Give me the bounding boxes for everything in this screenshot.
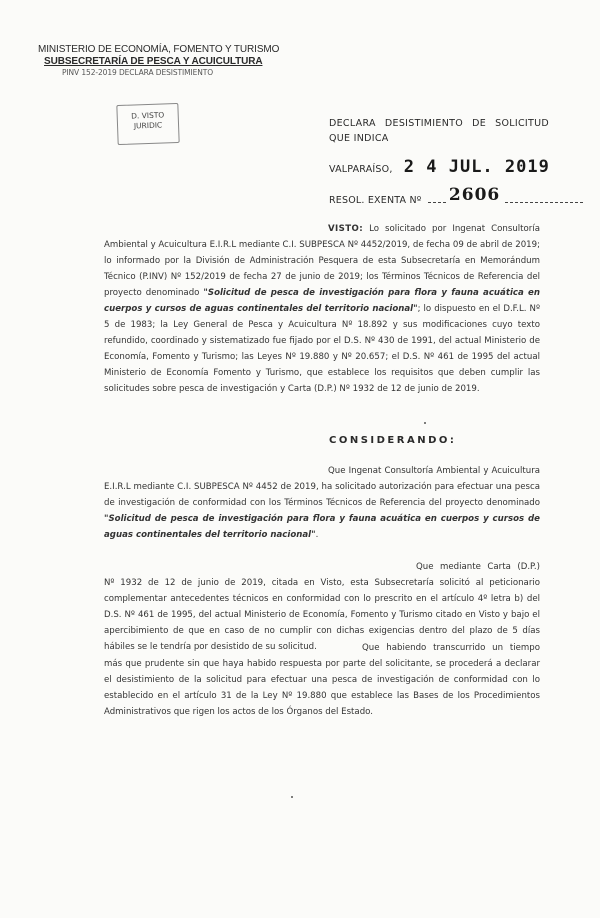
resolution-label: RESOL. EXENTA Nº — [329, 195, 422, 206]
resolution-number-line — [329, 185, 583, 208]
ministry-name: MINISTERIO DE ECONOMÍA, FOMENTO Y TURISMO — [38, 44, 280, 55]
stamp-line-2: JURIDIC — [133, 120, 163, 131]
subsecretaria-name: SUBSECRETARÍA DE PESCA Y ACUICULTURA — [44, 56, 263, 67]
fill-rule-right — [505, 202, 583, 203]
p1-text-a: Que Ingenat Consultoría Ambiental y Acuicultura E.I.R.L mediante C.I. SUBPESCA Nº 4452 de 2019, ha solicitado autorización para efectuar una pesca de investigación de conformidad con los Términos Técnicos de Referencia del proyecto denominado — [104, 466, 540, 508]
visto-text-a: Lo solicitado por Ingenat Consultoría Ambiental y Acuicultura E.I.R.L mediante C.I. SUBPESCA Nº 4452/2019, de fecha 09 de abril de 2019; lo informado por la División de Administración Pesquera de esta Subsecretaría en Memorándum Técnico (P.INV) Nº 152/2019 de fecha 27 de junio de 2019; los Términos Técnicos de Referencia del proyecto denominado — [104, 224, 540, 298]
visto-project-title: "Solicitud de pesca de investigación para flora y fauna acuática en cuerpos y cursos de aguas continentales del territorio nacional" — [104, 288, 540, 314]
considerando-paragraph-3 — [104, 640, 540, 720]
p3-text: Que habiendo transcurrido un tiempo más que prudente sin que haya habido respuesta por parte del solicitante, se procederá a declarar el desistimiento de la solicitud para efectuar una pesca de investigación de conformidad con lo establecido en el artículo 31 de la Ley Nº 19.880 que establece las Bases de los Procedimientos Administrativos que rigen los actos de los Órganos del Estado. — [104, 643, 540, 717]
p1-text-b: . — [315, 530, 319, 540]
city: VALPARAÍSO, — [329, 164, 393, 175]
scan-speck — [424, 422, 426, 424]
fill-rule-left — [428, 202, 446, 203]
considerando-heading: CONSIDERANDO: — [329, 435, 457, 446]
reference-code: PINV 152-2019 DECLARA DESISTIMIENTO — [62, 68, 214, 77]
date-stamp: 2 4 JUL. 2019 — [403, 157, 550, 177]
visto-label: VISTO: — [328, 224, 364, 234]
resolution-subject: DECLARA DESISTIMIENTO DE SOLICITUD QUE INDICA — [329, 118, 549, 144]
resolution-number: 2606 — [448, 185, 501, 205]
scan-speck — [291, 796, 293, 798]
stamp-line-1: D. VISTO — [130, 110, 165, 121]
review-stamp — [116, 103, 179, 145]
p1-project-title: "Solicitud de pesca de investigación para flora y fauna acuática en cuerpos y cursos de aguas continentales del territorio nacional" — [104, 514, 540, 540]
visto-section — [104, 221, 540, 397]
visto-text-b: ; lo dispuesto en el D.F.L. Nº 5 de 1983; la Ley General de Pesca y Acuicultura Nº 18.892 y sus modificaciones cuyo texto refundido, coordinado y sistematizado fue fijado por el D.S. Nº 430 de 1991, del actual Ministerio de Economía, Fomento y Turismo; las Leyes Nº 19.880 y Nº 20.657; el D.S. Nº 461 de 1995 del actual Ministerio de Economía Fomento y Turismo, que establece los requisitos que deben cumplir las solicitudes sobre pesca de investigación y Carta (D.P.) Nº 1932 de 12 de junio de 2019. — [104, 304, 541, 394]
p2-text: Que mediante Carta (D.P.) Nº 1932 de 12 de junio de 2019, citada en Visto, esta Subsecretaría solicitó al peticionario complementar antecedentes técnicos en conformidad con lo prescrito en el artículo 4º letra b) del D.S. Nº 461 de 1995, del actual Ministerio de Economía, Fomento y Turismo citado en Visto y bajo el apercibimiento de que en caso de no cumplir con dichas exigencias dentro del plazo de 5 días hábiles se le tendría por desistido de su solicitud. — [104, 562, 540, 652]
letterhead — [38, 44, 279, 78]
considerando-paragraph-1 — [104, 463, 540, 543]
place-and-date — [329, 157, 550, 177]
